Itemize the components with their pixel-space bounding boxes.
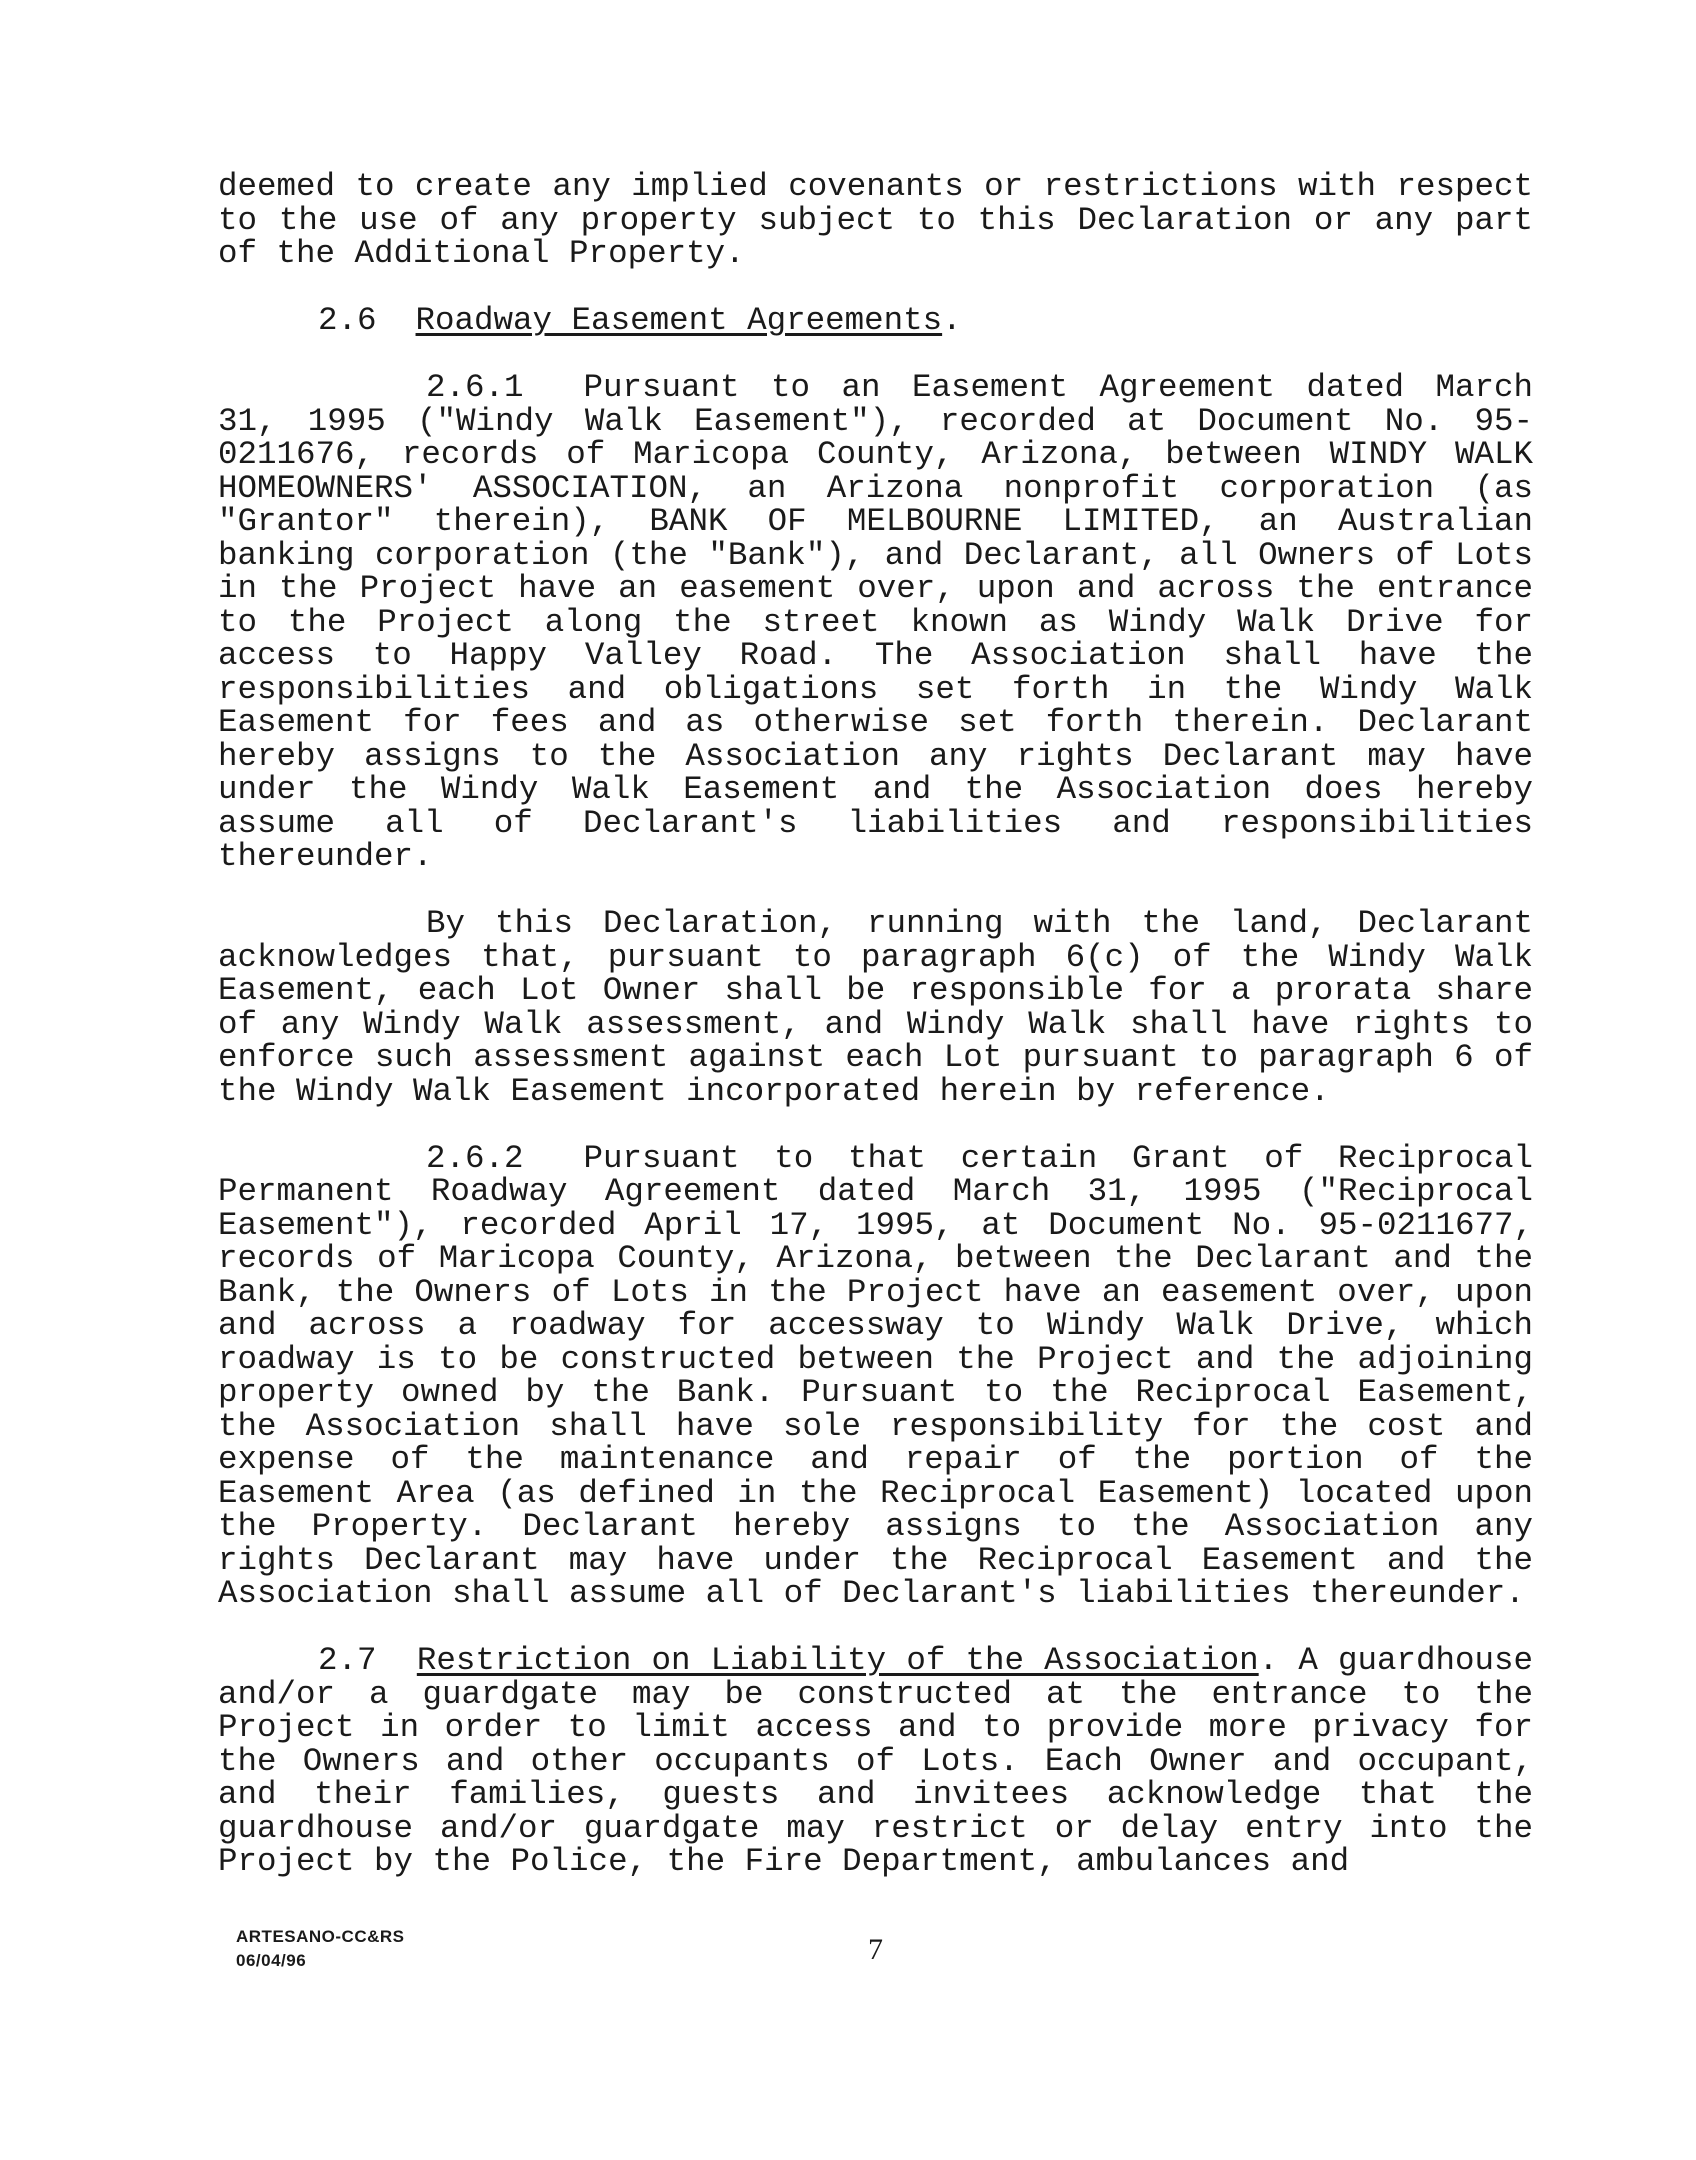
- section-2-6-1-number: 2.6.1: [426, 369, 524, 406]
- section-2-6-number: 2.6: [318, 302, 377, 339]
- section-2-6-heading: [218, 304, 1533, 338]
- paragraph-declaration: [218, 907, 1533, 1108]
- section-2-6-2-number: 2.6.2: [426, 1139, 524, 1177]
- footer-doc-id: ARTESANO-CC&RS: [236, 1927, 405, 1946]
- section-2-6-title-end: .: [942, 302, 962, 339]
- body-text: [218, 170, 1533, 1912]
- section-2-7-title: Restriction on Liability of the Association: [416, 1642, 1259, 1679]
- section-2-7: [218, 1644, 1533, 1879]
- section-2-6-1-text: Pursuant to an Easement Agreement dated March 31, 1995 ("Windy Walk Easement"), recorded at Document No. 95-0211676, records of Maricopa County, Arizona, between WINDY WALK HOMEOWNERS' ASSOCIATION, an Arizona nonprofit corporation (as "Grantor" therein), BANK OF MELBOURNE LIMITED, an Australian banking corporation (the "Bank"), and Declarant, all Owners of Lots in the Project have an easement over, upon and across the entrance to the Project along the street known as Windy Walk Drive for access to Happy Valley Road. The Association shall have the responsibilities and obligations set forth in the Windy Walk Easement for fees and as otherwise set forth therein. Declarant hereby assigns to the Association any rights Declarant may have under the Windy Walk Easement and the Association does hereby assume all of Declarant's liabilities and responsibilities thereunder.: [218, 369, 1533, 875]
- section-2-6-2-text: Pursuant to that certain Grant of Reciprocal Permanent Roadway Agreement dated March 31, 1995 ("Reciprocal Easement"), recorded April 17, 1995, at Document No. 95-0211677, records of Maricopa County, Arizona, between the Declarant and the Bank, the Owners of Lots in the Project have an easement over, upon and across a roadway for accessway to Windy Walk Drive, which roadway is to be constructed between the Project and the adjoining property owned by the Bank. Pursuant to the Reciprocal Easement, the Association shall have sole responsibility for the cost and expense of the maintenance and repair of the portion of the Easement Area (as defined in the Reciprocal Easement) located upon the Property. Declarant hereby assigns to the Association any rights Declarant may have under the Reciprocal Easement and the Association shall assume all of Declarant's liabilities thereunder.: [218, 1139, 1533, 1612]
- paragraph-intro: deemed to create any implied covenants or restrictions with respect to the use of any property subject to this Declaration or any part of the Additional Property.: [218, 168, 1533, 272]
- section-2-6-title: Roadway Easement Agreements: [415, 302, 943, 339]
- section-2-6-2: [218, 1139, 1533, 1612]
- section-2-7-text: . A guardhouse and/or a guardgate may be constructed at the entrance to the Project in order to limit access and to provide more privacy for the Owners and other occupants of Lots. Each Owner and occupant, and their families, guests and invitees acknowledge that the guardhouse and/or guardgate may restrict or delay entry into the Project by the Police, the Fire Department, ambulances and: [218, 1642, 1534, 1880]
- section-2-7-number: 2.7: [318, 1642, 377, 1679]
- footer-doc-info: [236, 1925, 405, 1973]
- footer-date: 06/04/96: [236, 1951, 307, 1970]
- paragraph-declaration-text: By this Declaration, running with the land, Declarant acknowledges that, pursuant to paragraph 6(c) of the Windy Walk Easement, each Lot Owner shall be responsible for a prorata share of any Windy Walk assessment, and Windy Walk shall have rights to enforce such assessment against each Lot pursuant to paragraph 6 of the Windy Walk Easement incorporated herein by reference.: [218, 905, 1533, 1110]
- page-number: 7: [868, 1933, 883, 1966]
- section-2-6-1: [218, 371, 1533, 874]
